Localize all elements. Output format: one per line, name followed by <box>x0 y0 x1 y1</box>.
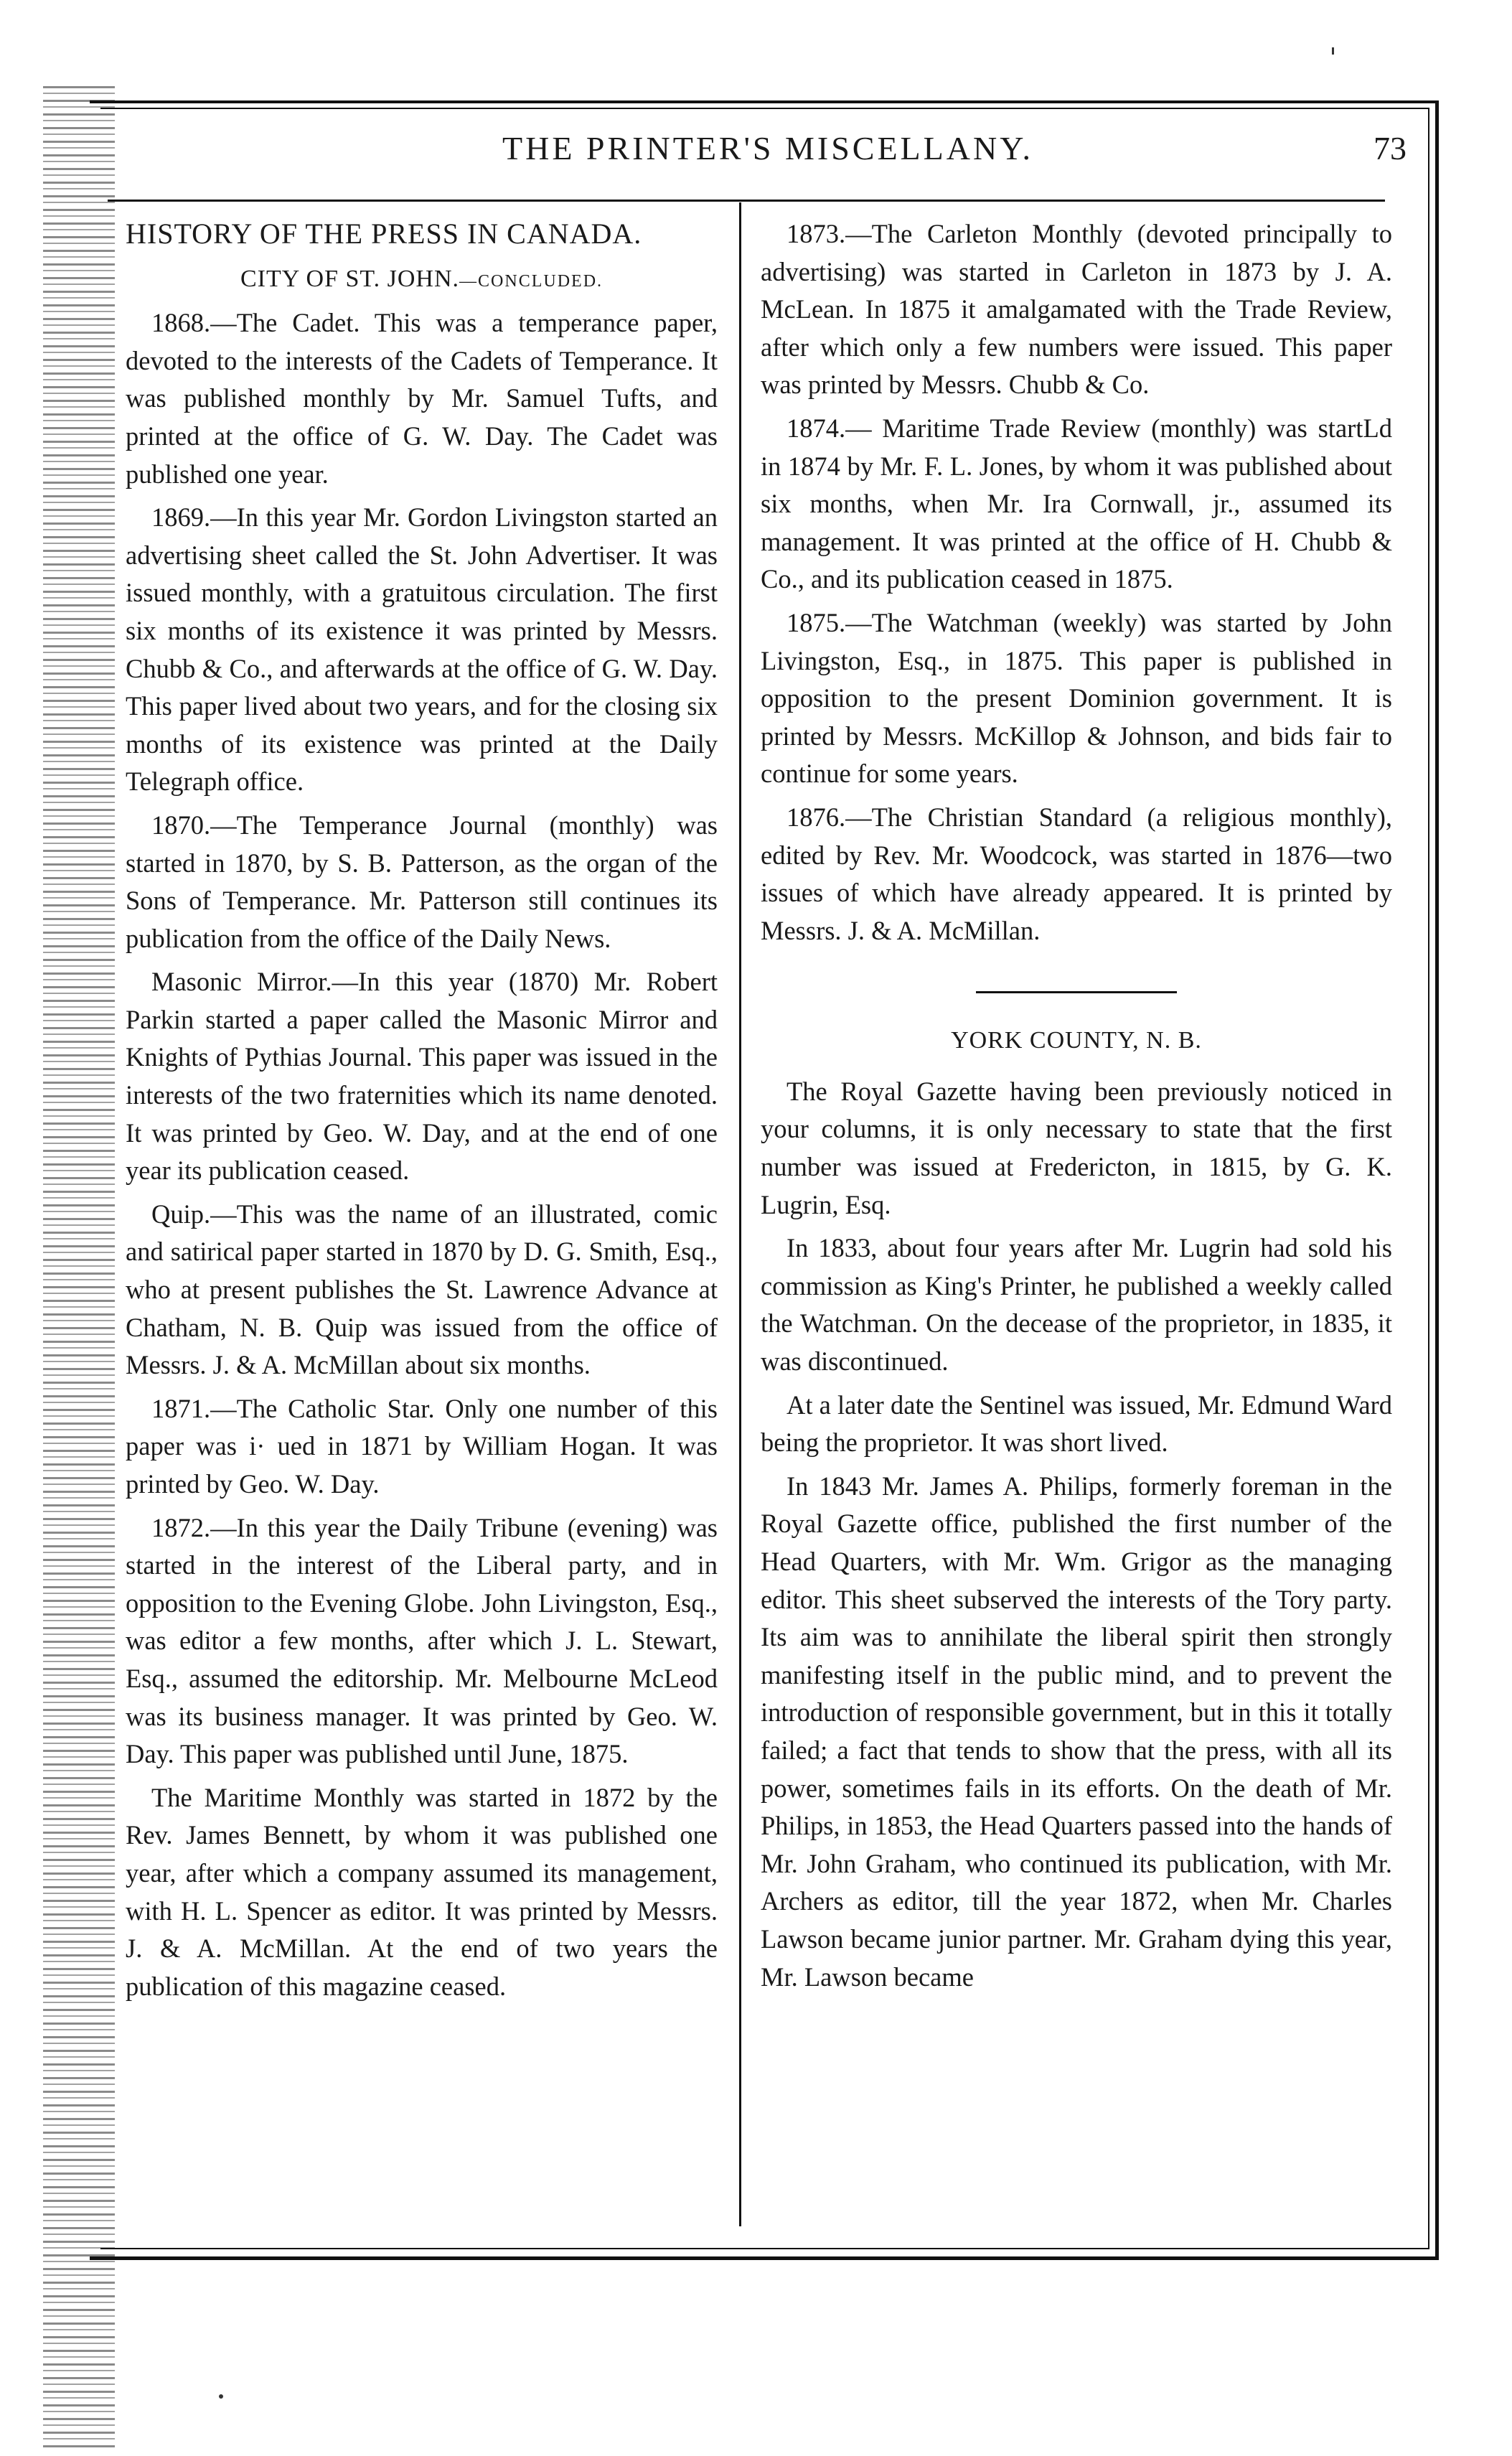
section-title: HISTORY OF THE PRESS IN CANADA. <box>126 217 642 250</box>
section-subtitle-york: YORK COUNTY, N. B. <box>951 1027 1202 1054</box>
paragraph: 1876.—The Christian Standard (a religious monthly), edited by Rev. Mr. Woodcock, was started in 1876—two issues of which have already appeared. It is printed by Messrs. J. & A. McMillan. <box>761 802 1392 945</box>
subtitle-text: CITY OF ST. JOHN. <box>240 265 460 292</box>
paragraph: 1875.—The Watchman (weekly) was started by John Livingston, Esq., in 1875. This paper is published in opposition to the present Dominion government. It is printed by Messrs. McKillop & Johnson, and bids fair to continue for some years. <box>761 607 1392 789</box>
paragraph: 1874.— Maritime Trade Review (monthly) was startLd in 1874 by Mr. F. L. Jones, by whom it was published about six months, when Mr. Ira Cornwall, jr., assumed its management. It was printed at the office of H. Chubb & Co., and its publication ceased in 1875. <box>761 413 1392 594</box>
page-number: 73 <box>1374 130 1407 167</box>
paragraph: 1873.—The Carleton Monthly (devoted principally to advertising) was started in Carleton in 1873 by J. A. McLean. In 1875 it amalgamated with the Trade Review, after which only a few numbers were issued. This paper was printed by Messrs. Chubb & Co. <box>761 219 1392 400</box>
column-divider <box>739 202 741 2226</box>
paragraph: 1868.—The Cadet. This was a temperance paper, devoted to the interests of the Cadets of Temperance. It was published monthly by Mr. Samuel Tufts, and printed at the office of G. W. Day. The Cadet was published one year. <box>126 308 718 489</box>
running-title: THE PRINTER'S MISCELLANY. <box>502 130 1033 167</box>
paragraph: In 1843 Mr. James A. Philips, formerly foreman in the Royal Gazette office, published the first number of the Head Quarters, with Mr. Wm. Grigor as the managing editor. This sheet subserved the interests of the Tory party. Its aim was to annihilate the liberal spirit then strongly manifesting itself in the public mind, and to prevent the introduction of responsible government, but in this it totally failed; a fact that tends to show that the press, with all its power, sometimes fails in its efforts. On the death of Mr. Philips, in 1853, the Head Quarters passed into the hands of Mr. John Graham, who continued its publication, with Mr. Archers as editor, till the year 1872, when Mr. Charles Lawson became junior partner. Mr. Graham dying this year, Mr. Lawson became <box>761 1471 1392 1992</box>
paragraph: The Maritime Monthly was started in 1872 by the Rev. James Bennett, by whom it was published one year, after which a company assumed its management, with H. L. Spencer as editor. It was printed by Messrs. J. & A. McMillan. At the end of two years the publication of this magazine ceased. <box>126 1782 718 2001</box>
paragraph: At a later date the Sentinel was issued, Mr. Edmund Ward being the proprietor. It was short lived. <box>761 1389 1392 1458</box>
paragraph: 1872.—In this year the Daily Tribune (evening) was started in the interest of the Liberal party, and in opposition to the Evening Globe. John Livingston, Esq., was editor a few months, after which J. L. Stewart, Esq., assumed the editorship. Mr. Melbourne McLeod was its business manager. It was printed by Geo. W. Day. This paper was published until June, 1875. <box>126 1512 718 1769</box>
subtitle-suffix: —CONCLUDED. <box>459 271 604 291</box>
header-rule <box>108 200 1385 202</box>
paragraph: 1870.—The Temperance Journal (monthly) was started in 1870, by S. B. Patterson, as the organ of the Sons of Temperance. Mr. Patterson still continues its publication from the office of the Daily News. <box>126 810 718 953</box>
right-column <box>761 215 1392 2002</box>
page-header <box>122 129 1414 187</box>
left-column <box>126 215 718 2011</box>
ink-dot <box>219 2394 223 2399</box>
section-rule <box>976 991 1177 993</box>
section-subtitle <box>126 261 718 301</box>
paragraph: 1871.—The Catholic Star. Only one number of this paper was i· ued in 1871 by William Hogan. It was printed by Geo. W. Day. <box>126 1393 718 1499</box>
corner-mark <box>1332 47 1334 55</box>
paragraph: 1869.—In this year Mr. Gordon Livingston started an advertising sheet called the St. John Advertiser. It was issued monthly, with a gratuitous circulation. The first six months of its existence it was printed by Messrs. Chubb & Co., and afterwards at the office of G. W. Day. This paper lived about two years, and for the closing six months of its existence was printed at the Daily Telegraph office. <box>126 502 718 797</box>
paragraph: The Royal Gazette having been previously noticed in your columns, it is only necessary to state that the first number was issued at Fredericton, in 1815, by G. K. Lugrin, Esq. <box>761 1076 1392 1219</box>
paragraph: Masonic Mirror.—In this year (1870) Mr. Robert Parkin started a paper called the Masonic Mirror and Knights of Pythias Journal. This paper was issued in the interests of the two fraternities which its name denoted. It was printed by Geo. W. Day, and at the end of one year its publication ceased. <box>126 967 718 1186</box>
paragraph: In 1833, about four years after Mr. Lugrin had sold his commission as King's Printer, he published a weekly called the Watchman. On the decease of the proprietor, in 1835, it was discontinued. <box>761 1233 1392 1377</box>
paragraph: Quip.—This was the name of an illustrated, comic and satirical paper started in 1870 by D. G. Smith, Esq., who at present publishes the St. Lawrence Advance at Chatham, N. B. Quip was issued from the office of Messrs. J. & A. McMillan about six months. <box>126 1199 718 1380</box>
